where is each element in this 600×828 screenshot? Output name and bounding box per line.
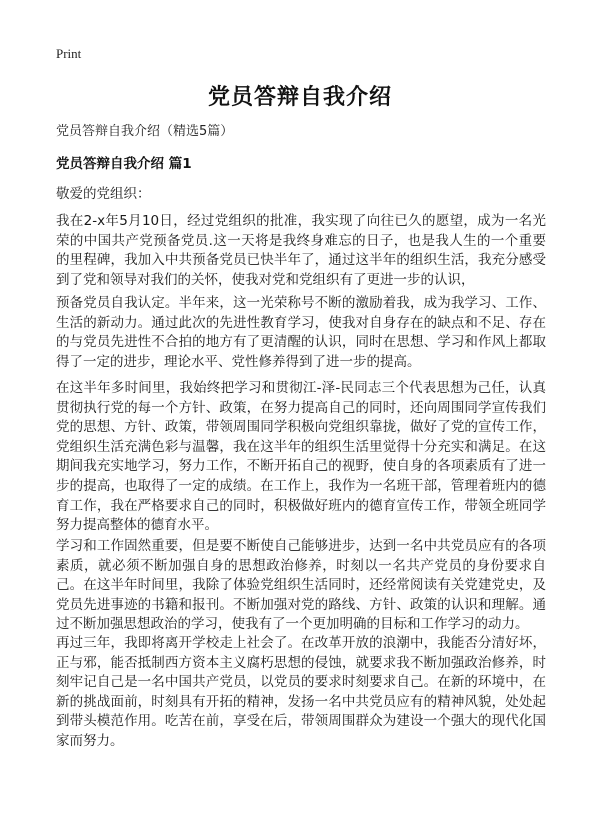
body-paragraph-4: 学习和工作固然重要，但是要不断使自己能够进步，达到一名中共党员应有的各项素质，就必须不断加强自身的思想政治修养，时刻以一名共产党员的身份要求自己。在这半年时间里，我除了体验党组织生活同时，还经常阅读有关党建党史，及党员先进事迹的书籍和报刊。不断加强对党的路线、方针、政策的认识和理解。通过不断加强思想政治的学习，使我有了一个更加明确的目标和工作学习的动力。 <box>56 538 546 633</box>
body-paragraph-5: 再过三年，我即将离开学校走上社会了。在改革开放的浪潮中，我能否分清好坏，正与邪，能否抵制西方资本主义腐朽思想的侵蚀，就要求我不断加强政治修养，时刻牢记自己是一名中国共产党员，以党员的要求时刻要求自己。在新的环境中，在新的挑战面前，时刻具有开拓的精神，发扬一名中共党员应有的精神风貌，处处起到带头模范作用。吃苦在前，享受在后，带领周围群众为建设一个强大的现代化国家而努力。 <box>56 635 546 749</box>
page-title: 党员答辩自我介绍 <box>207 85 392 110</box>
body-paragraph-3: 在这半年多时间里，我始终把学习和贯彻江-泽-民同志三个代表思想为己任，认真贯彻执行党的每一个方针、政策，在努力提高自己的同时，还向周围同学宣传我们党的思想、方针、政策，带领周围同学积极向党组织靠拢，做好了党的宣传工作，党组织生活充满色彩与温馨，我在这半年的组织生活里觉得十分充实和满足。在这期间我充实地学习，努力工作，不断开拓自己的视野，使自身的各项素质有了进一步的提高，也取得了一定的成绩。在工作上，我作为一名班干部，管理着班内的德育工作，我在严格要求自己的同时，积极做好班内的德育宣传工作，带领全班同学努力提高整体的德育水平。 <box>56 380 546 534</box>
document-subtitle: 党员答辩自我介绍（精选5篇） <box>56 124 234 139</box>
body-paragraph-1: 我在2-x年5月10日，经过党组织的批准，我实现了向往已久的愿望，成为一名光荣的中国共产党预备党员.这一天将是我终身难忘的日子，也是我人生的一个重要的里程碑，我加入中共预备党员已快半年了，通过这半年的组织生活，我充分感受到了党和领导对我们的关怀，使我对党和党组织有了更进一步的认识， <box>56 213 546 288</box>
greeting-line: 敬爱的党组织： <box>56 186 151 202</box>
section-heading: 党员答辩自我介绍 篇1 <box>56 156 192 172</box>
print-link[interactable]: Print <box>56 46 82 61</box>
body-paragraph-2: 预备党员自我认定。半年来，这一光荣称号不断的激励着我，成为我学习、工作、生活的新动力。通过此次的先进性教育学习，使我对自身存在的缺点和不足、存在的与党员先进性不合拍的地方有了更清醒的认识，同时在思想、学习和作风上都取得了一定的进步，理论水平、党性修养得到了进一步的提高。 <box>56 295 546 370</box>
